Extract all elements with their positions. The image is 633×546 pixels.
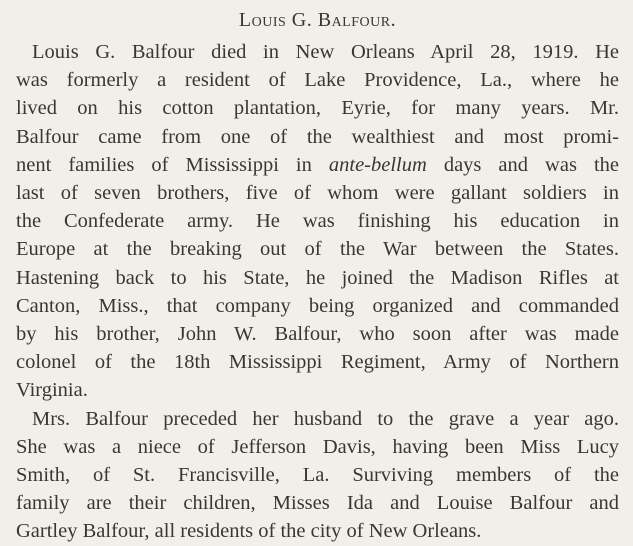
italic-phrase: ante-bellum	[328, 153, 427, 176]
text-line: Europe at the breaking out of the War between the States.	[16, 238, 619, 261]
text-line-with-italic: nent families of Mississippi in ante-bellum days and was the	[16, 153, 619, 176]
paragraph-2	[16, 405, 619, 546]
text-line: colonel of the 18th Mississippi Regiment, Army of Northern	[16, 351, 619, 374]
text-line: Smith, of St. Francisville, La. Surviving members of the	[16, 464, 619, 487]
obituary-title: Louis G. Balfour.	[238, 9, 397, 31]
text-line: family are their children, Misses Ida and Louise Balfour and	[16, 492, 619, 515]
text-line: last of seven brothers, five of whom were gallant soldiers in	[16, 182, 619, 205]
text-line: by his brother, John W. Balfour, who soon after was made	[16, 323, 619, 346]
text-line: the Confederate army. He was finishing his education in	[16, 210, 619, 233]
text-line: Hastening back to his State, he joined the Madison Rifles at	[16, 266, 619, 289]
text-line: Gartley Balfour, all residents of the city of New Orleans.	[16, 520, 482, 543]
text-line: Canton, Miss., that company being organized and commanded	[16, 294, 619, 317]
paragraph-1	[16, 38, 619, 405]
text-line: was formerly a resident of Lake Providence, La., where he	[16, 69, 619, 92]
text-line: Balfour came from one of the wealthiest and most promi-	[16, 125, 619, 148]
text-line: Mrs. Balfour preceded her husband to the grave a year ago.	[32, 407, 619, 430]
text-line: Louis G. Balfour died in New Orleans April 28, 1919. He	[32, 41, 619, 63]
text-line: lived on his cotton plantation, Eyrie, for many years. Mr.	[16, 97, 619, 120]
text-line: She was a niece of Jefferson Davis, having been Miss Lucy	[16, 435, 619, 458]
text-line: Virginia.	[16, 379, 88, 402]
